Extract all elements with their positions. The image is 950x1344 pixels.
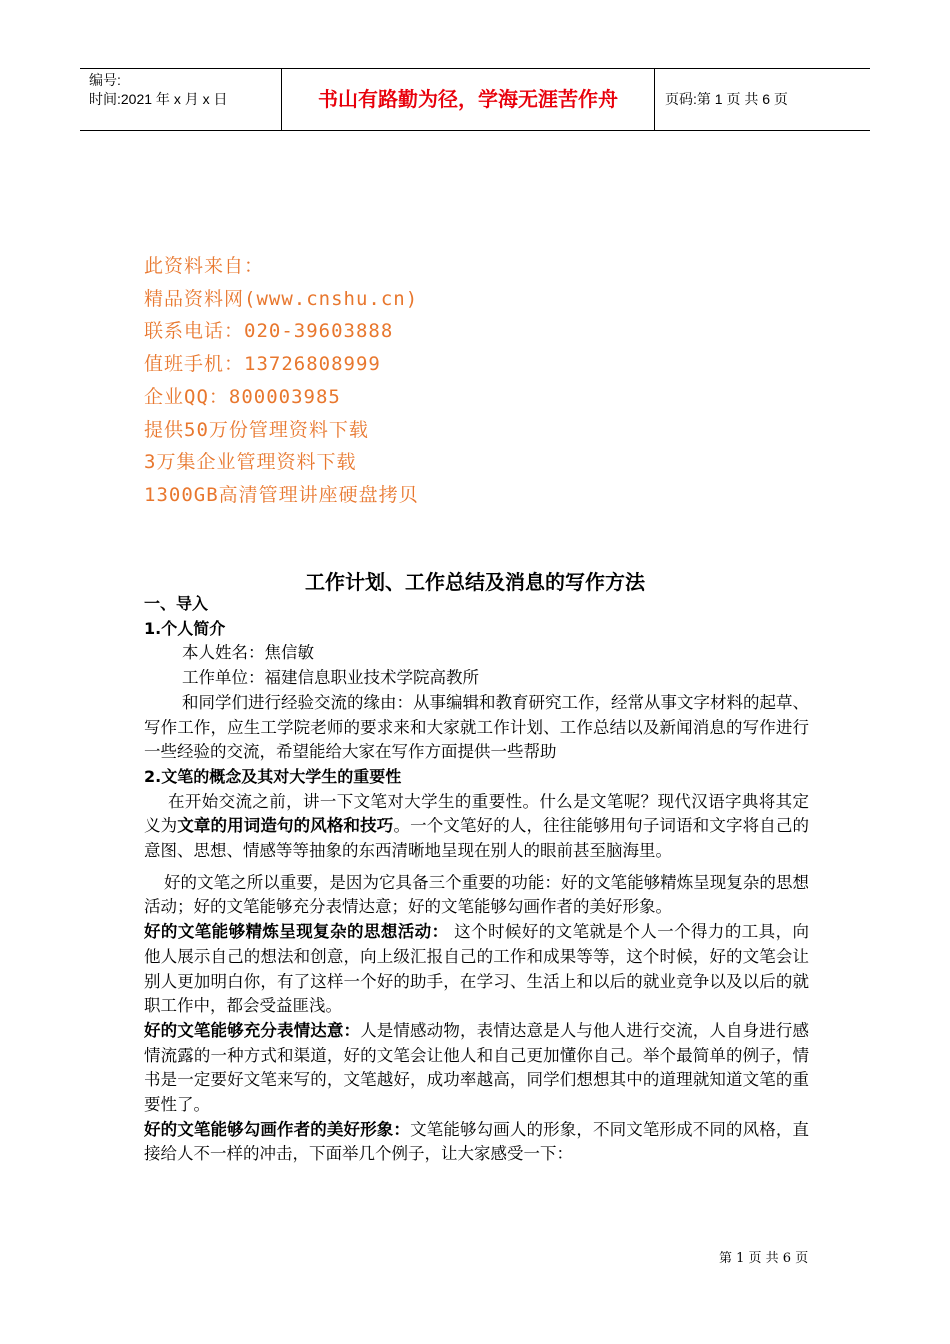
header-left (89, 71, 227, 109)
functions-paragraph: 好的文笔之所以重要，是因为它具备三个重要的功能：好的文笔能够精炼呈现复杂的思想活动；好的文笔能够充分表情达意；好的文笔能够勾画作者的美好形象。 (144, 872, 809, 917)
document-body (144, 592, 809, 1167)
paragraph-text: 在开始交流之前，讲一下文笔对大学生的重要性。什么是文笔呢？现代汉语字典将其定义为 (144, 791, 809, 836)
source-line: 联系电话：020-39603888 (144, 320, 394, 343)
definition-paragraph (144, 790, 809, 864)
source-info-block (144, 250, 419, 512)
emphasis-text: 好的文笔能够充分表情达意： (144, 1020, 361, 1040)
header-divider (654, 69, 655, 130)
header-page-label: 页码:第 1 页 共 6 页 (665, 91, 788, 107)
subsection-heading: 1.个人简介 (144, 618, 226, 638)
name-line: 本人姓名：焦信敏 (182, 643, 314, 663)
unit-line: 工作单位：福建信息职业技术学院高教所 (182, 668, 479, 688)
page-footer: 第 1 页 共 6 页 (719, 1251, 809, 1266)
header-motto: 书山有路勤为径，学海无涯苦作舟 (318, 87, 618, 111)
source-line: 精品资料网(www.cnshu.cn) (144, 287, 419, 310)
subsection-heading: 2.文笔的概念及其对大学生的重要性 (144, 766, 402, 786)
page-header (80, 68, 870, 131)
emphasis-text: 好的文笔能够精炼呈现复杂的思想活动： (144, 922, 449, 942)
emphasis-text: 文章的用词造句的风格和技巧 (177, 816, 394, 836)
section-heading: 一、导入 (144, 594, 209, 613)
paragraph-text: 人是情感动物，表情达意是人与他人进行交流，人自身进行感情流露的一种方式和渠道，好的文笔会让他人和自己更加懂你自己。举个最简单的例子，情书是一定要好文笔来写的，文笔越好，成功率越高，同学们想想其中的道理就知道文笔的重要性了。 (144, 1020, 810, 1115)
function-2-paragraph (144, 1019, 809, 1118)
source-line: 企业QQ：800003985 (144, 385, 341, 408)
paragraph-text: 文笔能够勾画人的形象，不同文笔形成不同的风格，直接给人不一样的冲击，下面举几个例子，让大家感受一下： (144, 1119, 810, 1164)
emphasis-text: 好的文笔能够勾画作者的美好形象： (144, 1119, 411, 1139)
reason-paragraph: 和同学们进行经验交流的缘由：从事编辑和教育研究工作，经常从事文字材料的起草、写作工作，应生工学院老师的要求来和大家就工作计划、工作总结以及新闻消息的写作进行一些经验的交流，希望能给大家在写作方面提供一些帮助 (144, 692, 809, 762)
document-title: 工作计划、工作总结及消息的写作方法 (305, 570, 645, 594)
doc-time-label: 时间:2021 年 x 月 x 日 (89, 91, 228, 107)
source-line: 提供50万份管理资料下载 (144, 418, 369, 441)
source-line: 1300GB高清管理讲座硬盘拷贝 (144, 483, 419, 506)
paragraph-text: 这个时候好的文笔就是个人一个得力的工具，向他人展示自己的想法和创意，向上级汇报自己的工作和成果等等，这个时候，好的文笔会让别人更加明白你，有了这样一个好的助手，在学习、生活上和以后的就业竞争以及以后的就职工作中，都会受益匪浅。 (144, 922, 809, 1016)
function-1-paragraph (144, 920, 809, 1019)
paragraph-text: 。一个文笔好的人，往往能够用句子词语和文字将自己的意图、思想、情感等等抽象的东西清晰地呈现在别人的眼前甚至脑海里。 (144, 816, 810, 861)
source-line: 值班手机：13726808999 (144, 353, 381, 376)
source-line: 3万集企业管理资料下载 (144, 451, 357, 474)
doc-number-label: 编号: (89, 72, 121, 88)
function-3-paragraph (144, 1118, 809, 1167)
source-line: 此资料来自： (144, 255, 265, 277)
